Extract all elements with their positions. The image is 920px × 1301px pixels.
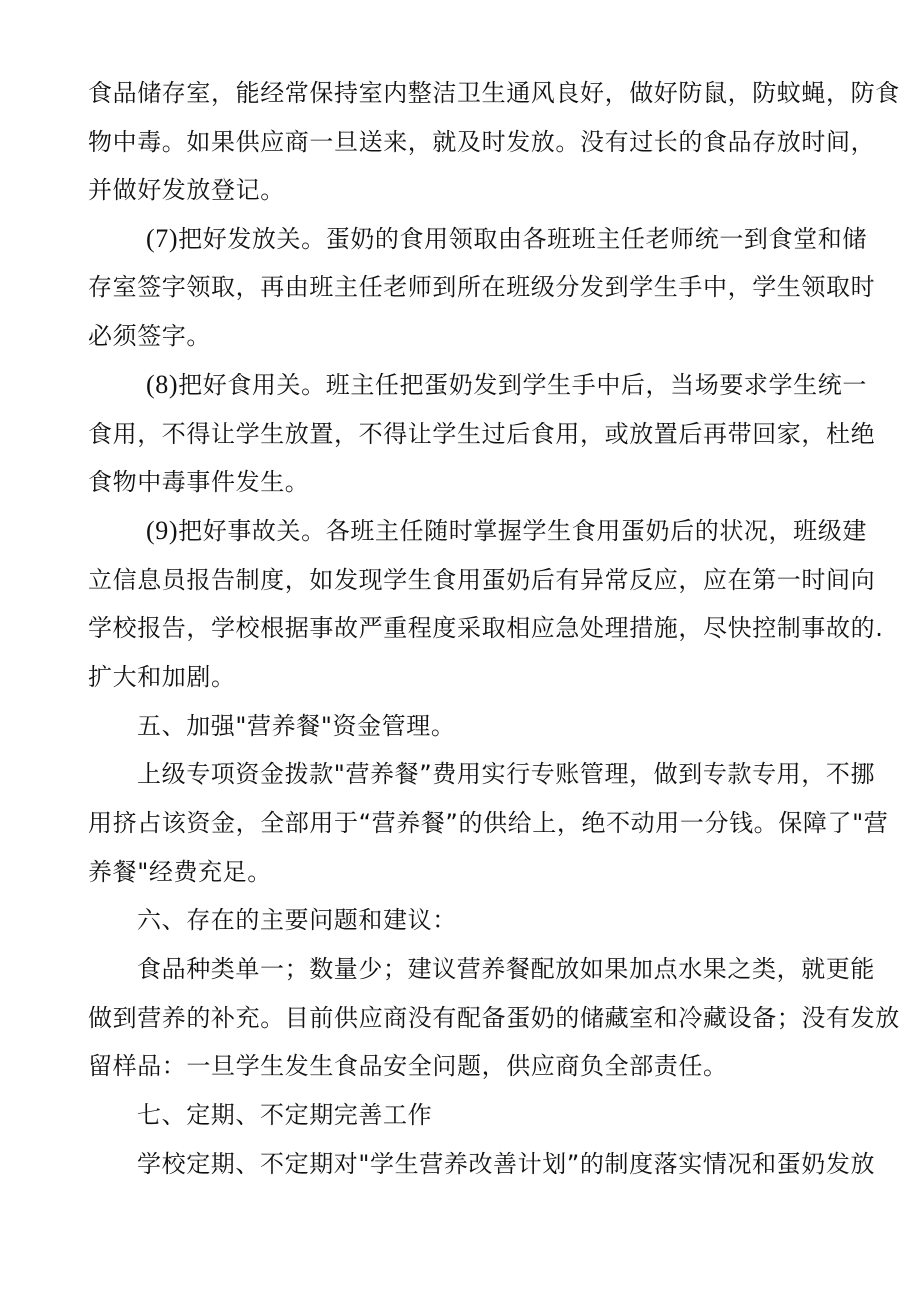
text-line: 学校定期、不定期对"学生营养改善计划”的制度落实情况和蛋奶发放	[137, 1150, 876, 1178]
text-line: 食物中毒事件发生。	[88, 468, 310, 496]
text-line: 做到营养的补充。目前供应商没有配备蛋奶的储藏室和冷藏设备；没有发放	[88, 1004, 900, 1032]
text-line: 留样品：一旦学生发生食品安全问题，供应商负全部责任。	[88, 1052, 728, 1080]
item-text: 把好食用关。班主任把蛋奶发到学生手中后，当场要求学生统一	[178, 371, 867, 399]
text-line: 养餐"经费充足。	[88, 858, 272, 886]
text-line: 上级专项资金拨款"营养餐”费用实行专账管理，做到专款专用，不挪	[137, 760, 876, 788]
text-line: 学校报告，学校根据事故严重程度采取相应急处理措施，尽快控制事故的.	[88, 614, 884, 642]
item-number: (9)	[146, 516, 179, 545]
text-line: 用挤占该资金，全部用于“营养餐”的供给上，绝不动用一分钱。保障了"营	[88, 809, 889, 837]
item-text: 把好发放关。蛋奶的食用领取由各班班主任老师统一到食堂和储	[178, 225, 867, 253]
item-number: (7)	[146, 224, 179, 253]
item-7-first-line	[146, 224, 867, 254]
text-line: 必须签字。	[88, 322, 211, 350]
text-line: 立信息员报告制度，如发现学生食用蛋奶后有异常反应，应在第一时间向	[88, 566, 876, 594]
text-line: 扩大和加剧。	[88, 663, 236, 691]
text-line: 食用，不得让学生放置，不得让学生过后食用，或放置后再带回家，杜绝	[88, 420, 876, 448]
item-9-first-line	[146, 516, 867, 546]
section-heading: 六、存在的主要问题和建议：	[137, 906, 457, 934]
item-number: (8)	[146, 370, 179, 399]
item-text: 把好事故关。各班主任随时掌握学生食用蛋奶后的状况，班级建	[178, 517, 867, 545]
section-heading: 七、定期、不定期完善工作	[137, 1101, 433, 1129]
text-line: 食品储存室，能经常保持室内整洁卫生通风良好，做好防鼠，防蚊蝇，防食	[88, 79, 900, 107]
text-line: 并做好发放登记。	[88, 176, 285, 204]
text-line: 食品种类单一；数量少；建议营养餐配放如果加点水果之类，就更能	[137, 955, 875, 983]
text-line: 物中毒。如果供应商一旦送来，就及时发放。没有过长的食品存放时间，	[88, 128, 876, 156]
item-8-first-line	[146, 370, 867, 400]
section-heading: 五、加强"营养餐"资金管理。	[137, 712, 456, 740]
text-line: 存室签字领取，再由班主任老师到所在班级分发到学生手中，学生领取时	[88, 273, 876, 301]
